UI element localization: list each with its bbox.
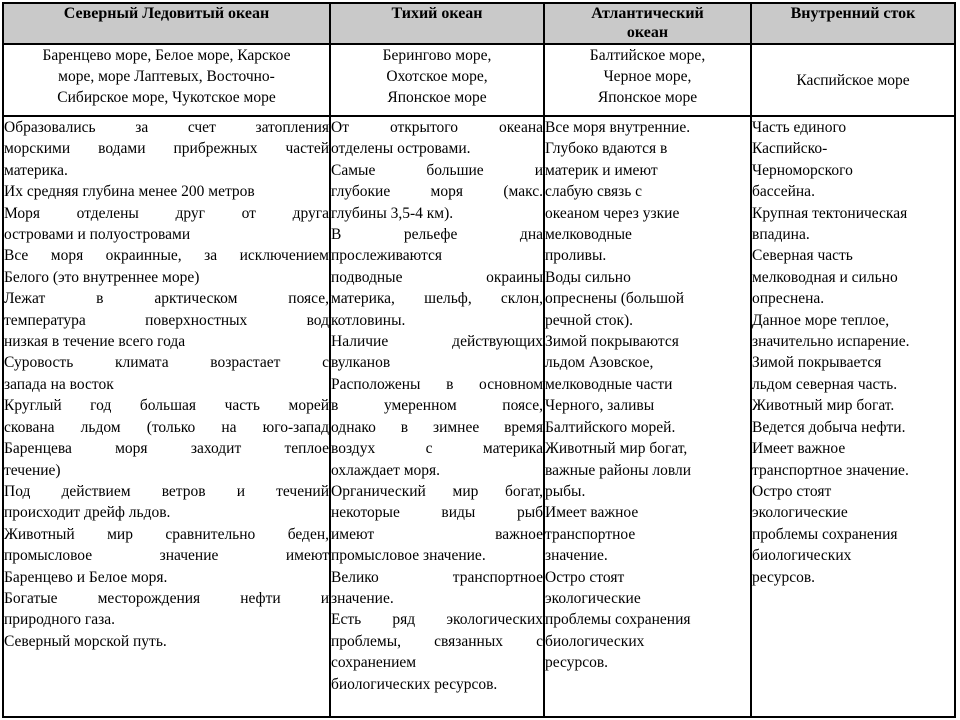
sea-list-line: Берингово море, xyxy=(382,47,492,64)
characteristic-line: глубокие моря (макс. xyxy=(331,183,543,201)
sea-list-line: Черное море, xyxy=(603,68,692,85)
characteristic-line: Богатые месторождения нефти и xyxy=(4,589,329,607)
characteristic-line: промысловое значение. xyxy=(331,547,486,565)
characteristic-line: экологические xyxy=(545,589,641,607)
characteristic-line: значение. xyxy=(331,589,394,607)
characteristic-item xyxy=(331,331,543,374)
characteristic-item xyxy=(4,524,329,588)
characteristic-line: Их средняя глубина менее 200 метров xyxy=(4,183,255,201)
characteristic-item xyxy=(545,502,750,566)
characteristic-line: Баренцево и Белое моря. xyxy=(4,568,168,586)
characteristic-item xyxy=(4,245,329,288)
characteristic-line: Животный мир богат. xyxy=(752,397,895,415)
characteristic-item xyxy=(4,288,329,352)
characteristic-line: Северный морской путь. xyxy=(4,632,167,650)
characteristic-line: Каспийско- xyxy=(752,140,828,158)
sea-list-line: Баренцево море, Белое море, Карское xyxy=(42,47,291,64)
characteristic-line: Имеет важное xyxy=(545,504,639,522)
characteristic-line: в умеренном поясе, xyxy=(331,397,543,415)
facts-pacific-ocean xyxy=(330,116,544,717)
characteristic-item xyxy=(545,138,750,266)
sea-list-line: Балтийское море, xyxy=(589,47,706,64)
characteristic-line: Черноморского xyxy=(752,161,853,179)
characteristic-line: впадина. xyxy=(752,226,810,244)
characteristic-item xyxy=(4,352,329,395)
header-pacific-ocean: Тихий океан xyxy=(330,3,544,44)
characteristic-item xyxy=(331,609,543,695)
characteristic-line: Все моря внутренние. xyxy=(545,119,691,136)
characteristic-item xyxy=(331,481,543,567)
characteristic-line: природного газа. xyxy=(4,611,116,629)
characteristic-item xyxy=(545,567,750,674)
characteristic-item xyxy=(331,117,543,160)
characteristic-line: бассейна. xyxy=(752,183,815,201)
characteristic-line: биологических xyxy=(545,632,645,650)
characteristic-line: речной сток). xyxy=(545,311,634,329)
header-arctic-ocean: Северный Ледовитый океан xyxy=(3,3,330,44)
characteristic-item xyxy=(752,481,954,588)
characteristic-line: охлаждает моря. xyxy=(331,461,441,479)
characteristic-line: транспортное значение. xyxy=(752,461,909,479)
characteristic-item xyxy=(545,117,750,138)
seas-row xyxy=(3,44,955,116)
characteristic-line: глубины 3,5-4 км). xyxy=(331,204,454,222)
characteristic-line: Баренцева моря заходит теплое xyxy=(4,440,329,458)
characteristic-line: льдом северная часть. xyxy=(752,375,898,393)
characteristic-line: температура поверхностных вод xyxy=(4,311,329,329)
characteristic-line: проливы. xyxy=(545,247,607,265)
characteristic-line: вулканов xyxy=(331,354,391,372)
characteristic-line: Остро стоят xyxy=(545,568,625,586)
characteristic-line: Суровость климата возрастает с xyxy=(4,354,329,372)
characteristic-line: воздух с материка xyxy=(331,440,543,458)
characteristic-line: рыбы. xyxy=(545,482,586,500)
characteristic-item xyxy=(331,160,543,224)
characteristic-line: Наличие действующих xyxy=(331,333,543,351)
characteristic-line: Белого (это внутреннее море) xyxy=(4,268,200,286)
characteristic-line: течение) xyxy=(4,461,61,479)
characteristic-line: Крупная тектоническая xyxy=(752,204,908,222)
characteristic-line: льдом Азовское, xyxy=(545,354,654,372)
characteristic-line: Круглый год большая часть морей xyxy=(4,397,329,415)
characteristic-item xyxy=(545,267,750,331)
seas-internal-drainage xyxy=(751,44,955,116)
characteristic-line: сохранением xyxy=(331,654,417,672)
characteristic-line: имеют важное xyxy=(331,525,543,543)
characteristic-line: Расположены в основном xyxy=(331,375,543,393)
characteristic-item xyxy=(752,395,954,416)
characteristic-item xyxy=(752,438,954,481)
characteristic-line: Лежат в арктическом поясе, xyxy=(4,290,329,308)
characteristic-item xyxy=(545,331,750,438)
characteristic-line: транспортное xyxy=(545,525,636,543)
characteristic-line: прослеживаются xyxy=(331,247,443,265)
characteristic-line: слабую связь с xyxy=(545,183,643,201)
characteristic-item xyxy=(4,181,329,202)
sea-list-line: Сибирское море, Чукотское море xyxy=(57,89,276,106)
characteristic-line: Имеет важное xyxy=(752,440,846,458)
characteristic-line: Велико транспортное xyxy=(331,568,543,586)
characteristic-item xyxy=(545,438,750,502)
characteristic-line: проблемы, связанных с xyxy=(331,632,543,650)
characteristic-line: материка. xyxy=(4,161,68,179)
characteristic-item xyxy=(331,224,543,331)
characteristic-item xyxy=(331,567,543,610)
characteristic-line: Глубоко вдаются в xyxy=(545,140,668,158)
characteristic-item xyxy=(331,374,543,481)
characteristic-line: Северная часть xyxy=(752,247,853,265)
header-atlantic-ocean: Атлантический океан xyxy=(544,3,751,44)
characteristic-line: биологических ресурсов. xyxy=(331,675,498,693)
characteristic-line: Зимой покрываются xyxy=(545,333,679,351)
characteristic-line: низкая в течение всего года xyxy=(4,333,186,351)
characteristic-line: мелководная и сильно xyxy=(752,268,898,286)
characteristic-line: Самые большие и xyxy=(331,161,543,179)
characteristic-line: Органический мир богат, xyxy=(331,482,543,500)
characteristic-line: Воды сильно xyxy=(545,268,631,286)
characteristic-line: Животный мир богат, xyxy=(545,440,688,458)
characteristic-line: проблемы сохранения xyxy=(752,525,898,543)
characteristic-line: морскими водами прибрежных частей xyxy=(4,140,329,158)
characteristic-line: мелководные части xyxy=(545,375,673,393)
characteristic-line: Моря отделены друг от друга xyxy=(4,204,329,222)
characteristic-line: Балтийского морей. xyxy=(545,418,676,436)
characteristic-item xyxy=(4,395,329,481)
characteristic-line: В рельефе дна xyxy=(331,226,543,244)
facts-arctic-ocean xyxy=(3,116,330,717)
header-internal-drainage: Внутренний сток xyxy=(751,3,955,44)
characteristic-line: важные районы ловли xyxy=(545,461,692,479)
characteristic-line: биологических xyxy=(752,547,852,565)
characteristic-line: экологические xyxy=(752,504,848,522)
characteristic-line: Есть ряд экологических xyxy=(331,611,543,629)
characteristic-line: проблемы сохранения xyxy=(545,611,691,629)
characteristic-item xyxy=(752,417,954,438)
characteristic-line: ресурсов. xyxy=(545,654,609,672)
characteristic-item xyxy=(752,352,954,395)
header-row xyxy=(3,3,955,44)
facts-internal-drainage xyxy=(751,116,955,717)
characteristic-item xyxy=(752,117,954,203)
characteristic-item xyxy=(752,203,954,246)
characteristic-line: котловины. xyxy=(331,311,406,329)
characteristic-line: ресурсов. xyxy=(752,568,816,586)
characteristic-line: Под действием ветров и течений xyxy=(4,482,329,500)
characteristic-line: материка, шельф, склон, xyxy=(331,290,543,308)
characteristic-line: Все моря окраинные, за исключением xyxy=(4,247,329,265)
characteristic-line: Данное море теплое, xyxy=(752,311,890,329)
characteristic-line: однако в зимнее время xyxy=(331,418,543,436)
characteristic-item xyxy=(4,631,329,652)
characteristic-line: отделены островами. xyxy=(331,140,471,158)
characteristic-line: опреснены (большой xyxy=(545,290,685,308)
sea-list-line: Японское море xyxy=(387,89,487,106)
characteristic-line: Животный мир сравнительно беден, xyxy=(4,525,329,543)
seas-arctic-ocean xyxy=(3,44,330,116)
characteristic-line: Черного, заливы xyxy=(545,397,655,415)
sea-list-line: Японское море xyxy=(597,89,698,106)
facts-atlantic-ocean xyxy=(544,116,751,717)
characteristic-item xyxy=(4,481,329,524)
characteristic-line: Часть единого xyxy=(752,119,847,136)
characteristic-line: промысловое значение имеют xyxy=(4,547,329,565)
characteristic-line: значительно испарение. xyxy=(752,333,910,351)
characteristic-line: происходит дрейф льдов. xyxy=(4,504,171,522)
characteristic-line: запада на восток xyxy=(4,375,114,393)
characteristic-line: значение. xyxy=(545,547,608,565)
characteristic-line: мелководные xyxy=(545,226,632,244)
seas-atlantic-ocean xyxy=(544,44,751,116)
characteristic-line: подводные окраины xyxy=(331,268,543,286)
seas-pacific-ocean xyxy=(330,44,544,116)
characteristic-line: Остро стоят xyxy=(752,482,832,500)
characteristic-line: океаном через узкие xyxy=(545,204,680,222)
characteristic-line: островами и полуостровами xyxy=(4,226,191,244)
characteristic-line: От открытого океана xyxy=(331,119,543,136)
characteristic-item xyxy=(4,203,329,246)
sea-list-line: море, море Лаптевых, Восточно- xyxy=(58,68,275,85)
characteristic-line: некоторые виды рыб xyxy=(331,504,543,522)
characteristics-row xyxy=(3,116,955,717)
characteristic-line: Ведется добыча нефти. xyxy=(752,418,906,436)
characteristic-line: материк и имеют xyxy=(545,161,658,179)
characteristic-line: Зимой покрывается xyxy=(752,354,882,372)
characteristic-item xyxy=(4,588,329,631)
characteristic-item xyxy=(4,117,329,181)
characteristic-item xyxy=(752,310,954,353)
characteristic-line: опреснена. xyxy=(752,290,825,308)
sea-list-line: Каспийское море xyxy=(796,71,910,89)
seas-comparison-table xyxy=(2,2,956,718)
sea-list-line: Охотское море, xyxy=(386,68,488,85)
characteristic-line: Образовались за счет затопления xyxy=(4,119,329,136)
characteristic-item xyxy=(752,245,954,309)
characteristic-line: скована льдом (только на юго-запад xyxy=(4,418,329,436)
